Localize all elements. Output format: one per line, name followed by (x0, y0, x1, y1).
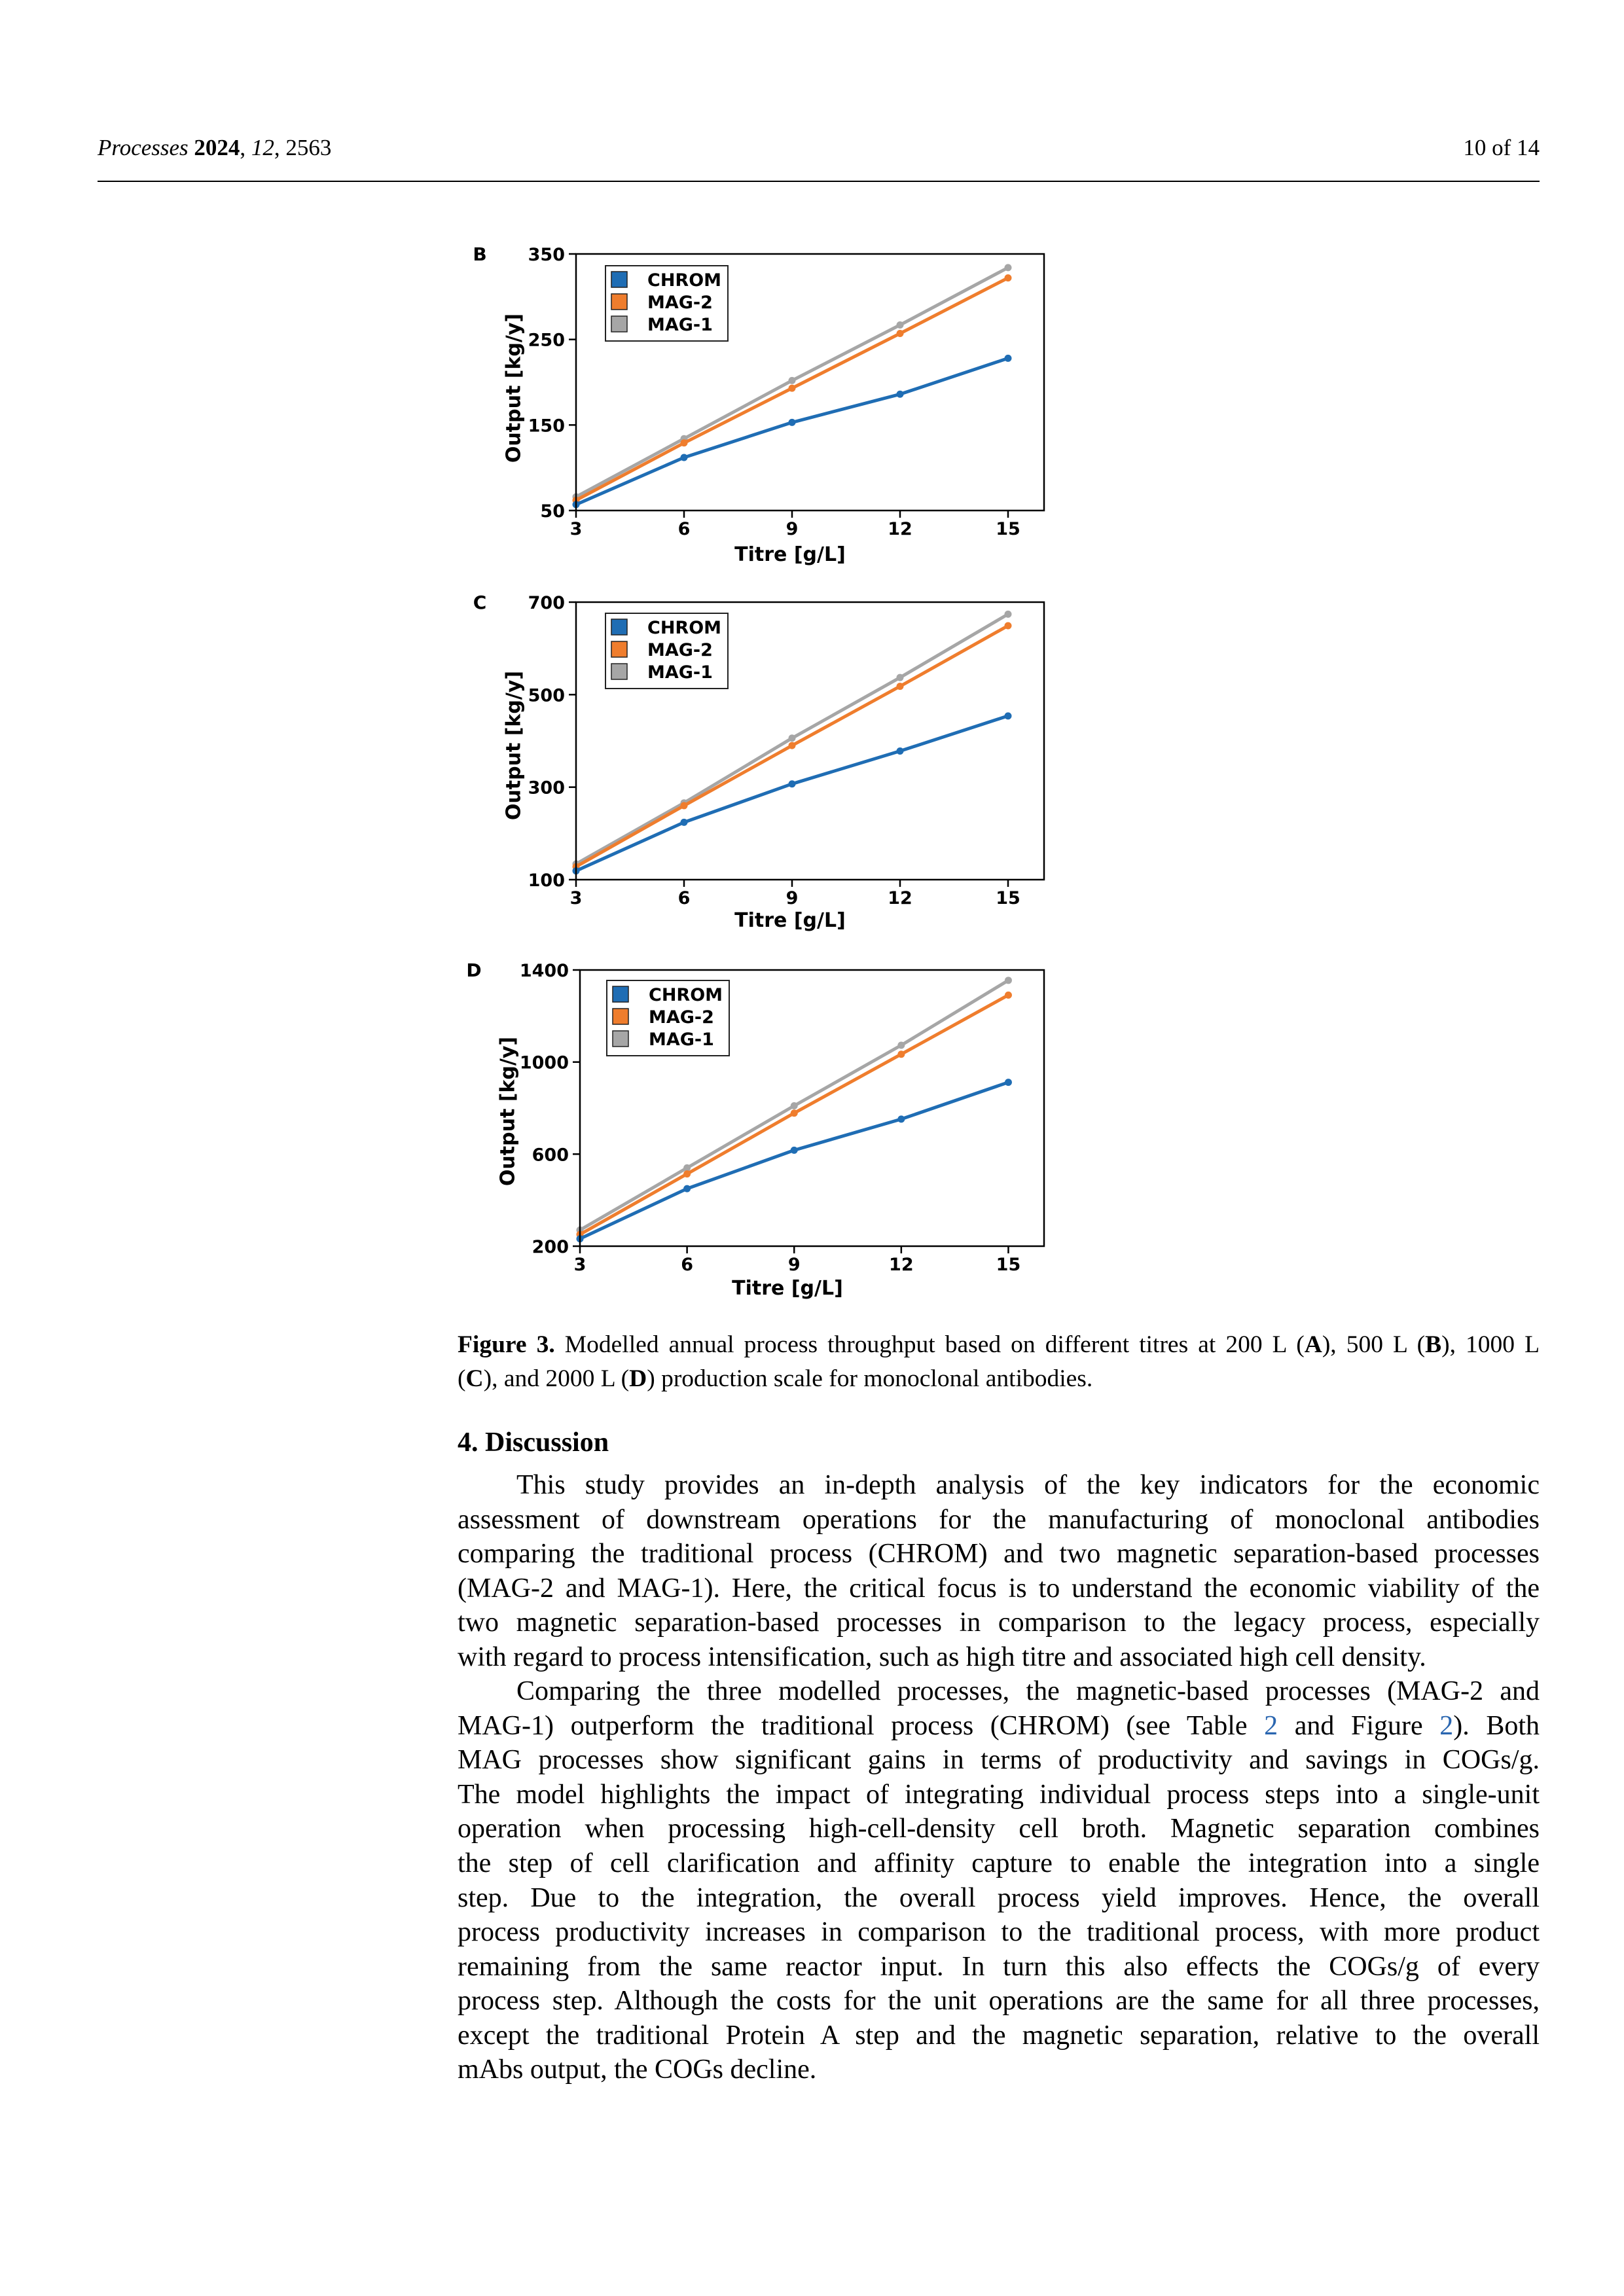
text-span: ). Both (1453, 1710, 1540, 1741)
chart-c-legend (605, 613, 728, 689)
caption-line (458, 1362, 1540, 1396)
chart-b-series-mag-1-point (1005, 264, 1012, 271)
chart-b-x-axis-title: Titre [g/L] (734, 543, 846, 566)
caption-text: ( (458, 1365, 466, 1392)
chart-b-series-mag-2-point (1005, 274, 1012, 281)
chart-d-series-mag-2-point (791, 1109, 798, 1117)
chart-d-ytick-label: 600 (532, 1145, 569, 1166)
chart-c-series-mag-2-point (789, 742, 796, 749)
paragraph-2-line: The model highlights the impact of integrating individual process steps into a single-unit (458, 1779, 1540, 1810)
text-span: and Figure (1278, 1710, 1440, 1741)
paragraph-1-line: (MAG-2 and MAG-1). Here, the critical focus is to understand the economic viability of the (458, 1573, 1540, 1604)
chart-b-xtick-label: 15 (996, 519, 1020, 539)
chart-c-xtick-label: 6 (677, 888, 691, 908)
chart-b-ytick-label: 50 (540, 501, 565, 522)
figure-label: Figure 3. (458, 1331, 555, 1358)
chart-b-series-chrom-point (681, 454, 688, 461)
chart-b-series-mag-2-point (897, 330, 904, 337)
section-heading: 4. Discussion (458, 1427, 609, 1458)
chart-c-xtick-label: 12 (888, 888, 912, 908)
chart-d-xtick-label: 3 (573, 1255, 586, 1275)
chart-d-series-mag-1-point (791, 1102, 798, 1109)
chart-panel-b (445, 229, 1074, 583)
running-head (98, 131, 1540, 165)
chart-b-legend (605, 266, 728, 341)
chart-b-xtick-label: 12 (888, 519, 912, 539)
chart-d-series-mag-2-point (683, 1170, 691, 1177)
chart-b-series-mag-2-point (681, 439, 688, 446)
chart-c-series-mag-1-point (789, 734, 796, 742)
chart-d-series-mag-1-point (897, 1041, 905, 1049)
journal-name: Processes (98, 135, 189, 160)
chart-b-legend-swatch (611, 294, 627, 310)
chart-c-ytick-label: 100 (528, 870, 565, 891)
chart-panel-d (445, 946, 1074, 1312)
chart-c-legend-swatch (611, 664, 627, 679)
chart-d-y-axis-title: Output [kg/y] (496, 1036, 520, 1187)
chart-d-series-chrom-point (897, 1115, 905, 1122)
paragraph-2-line: process step. Although the costs for the unit operations are the same for all three processes, (458, 1986, 1540, 2017)
chart-b-xtick-label: 3 (569, 519, 583, 539)
chart-b-legend-label: CHROM (647, 270, 722, 291)
citation-separator: , (274, 135, 280, 160)
text-span: MAG-1) outperform the traditional process (CHROM) (see Table (458, 1710, 1265, 1741)
panel-label-b: B (473, 243, 487, 265)
chart-c-legend-label: MAG-1 (647, 662, 713, 683)
chart-c-y-axis-title: Output [kg/y] (502, 670, 526, 821)
caption-text: ), 500 L ( (1322, 1331, 1426, 1358)
chart-c-legend-label: MAG-2 (647, 640, 713, 660)
chart-d-ytick-label: 200 (532, 1237, 569, 1257)
caption-text: ) production scale for monoclonal antibodies. (647, 1365, 1093, 1392)
chart-c-x-axis-title: Titre [g/L] (734, 909, 846, 932)
publication-year: 2024 (194, 135, 240, 160)
chart-d-series-chrom-point (1005, 1079, 1012, 1086)
page-number: 10 of 14 (1463, 135, 1540, 160)
chart-b-legend-swatch (611, 272, 627, 287)
paragraph-2-line: operation when processing high-cell-density cell broth. Magnetic separation combines (458, 1814, 1540, 1844)
chart-b-series-mag-1-point (897, 321, 904, 329)
paragraph-1-line: This study provides an in-depth analysis of the key indicators for the economic (516, 1470, 1540, 1500)
paragraph-2-line: mAbs output, the COGs decline. (458, 2054, 817, 2085)
journal-citation (98, 131, 331, 165)
chart-d-series-chrom-point (791, 1147, 798, 1154)
chart-d-xtick-label: 15 (996, 1255, 1021, 1275)
caption-line (458, 1328, 1540, 1362)
discussion-body (458, 1468, 1540, 2087)
paragraph-2-line: process productivity increases in comparison to the traditional process, with more product (458, 1917, 1540, 1948)
chart-d-x-axis-title: Titre [g/L] (732, 1277, 843, 1300)
table-2-reference-link[interactable]: 2 (1264, 1710, 1278, 1741)
panel-ref: A (1304, 1331, 1322, 1358)
figure-caption (458, 1328, 1540, 1396)
chart-d-xtick-label: 9 (787, 1255, 801, 1275)
chart-c-xtick-label: 3 (569, 888, 583, 908)
chart-c-series-mag-2-point (681, 802, 688, 809)
chart-d-legend-swatch (613, 986, 628, 1002)
chart-c-xtick-label: 9 (785, 888, 799, 908)
chart-b-series-mag-1-point (789, 377, 796, 384)
volume-number: 12 (251, 135, 274, 160)
paragraph-2-line (458, 1709, 1540, 1744)
header-rule (98, 181, 1540, 182)
paragraph-1-line: two magnetic separation-based processes in comparison to the legacy process, especially (458, 1607, 1540, 1638)
chart-d-legend-swatch (613, 1031, 628, 1047)
chart-b-legend-label: MAG-2 (647, 293, 713, 313)
chart-c-series-chrom-point (1005, 712, 1012, 719)
chart-b-ytick-label: 350 (528, 245, 565, 265)
chart-d-legend-label: MAG-2 (649, 1007, 714, 1028)
chart-c-ytick-label: 300 (528, 778, 565, 798)
chart-b-legend-swatch (611, 316, 627, 332)
chart-c-ytick-label: 500 (528, 685, 565, 706)
caption-text: ), 1000 L (1441, 1331, 1540, 1358)
chart-d-legend-label: MAG-1 (649, 1030, 714, 1050)
citation-separator: , (240, 135, 246, 160)
chart-c-legend-swatch (611, 619, 627, 635)
chart-c-series-mag-2-point (1005, 622, 1012, 630)
panel-ref: C (465, 1365, 484, 1392)
chart-d-legend-swatch (613, 1009, 628, 1024)
paragraph-1-line: with regard to process intensification, such as high titre and associated high cell density. (458, 1641, 1426, 1672)
chart-c-legend-swatch (611, 641, 627, 657)
chart-b-xtick-label: 6 (677, 519, 691, 539)
paragraph-2-line: Comparing the three modelled processes, the magnetic-based processes (MAG-2 and (516, 1676, 1540, 1707)
chart-d-legend (607, 980, 729, 1056)
chart-b-series-mag-2-point (789, 385, 796, 392)
chart-b-legend-label: MAG-1 (647, 315, 713, 335)
caption-text: Modelled annual process throughput based on different titres at 200 L ( (554, 1331, 1305, 1358)
chart-c-series-mag-1-point (1005, 611, 1012, 618)
chart-c-series-chrom-point (681, 819, 688, 826)
chart-d-ytick-label: 1000 (519, 1052, 569, 1073)
chart-c-legend-label: CHROM (647, 618, 722, 638)
chart-d-series-chrom-point (683, 1185, 691, 1193)
paragraph-1-line: comparing the traditional process (CHROM) and two magnetic separation-based processes (458, 1539, 1540, 1570)
chart-c-series-mag-2-point (897, 683, 904, 690)
chart-panel-c (445, 583, 1074, 939)
chart-d-series-mag-2-point (1005, 992, 1012, 999)
chart-b-series-chrom-point (1005, 355, 1012, 362)
paragraph-2-line: the step of cell clarification and affinity capture to enable the integration into a single (458, 1848, 1540, 1879)
chart-b-xtick-label: 9 (785, 519, 799, 539)
chart-c-ytick-label: 700 (528, 593, 565, 613)
chart-b-ytick-label: 150 (528, 416, 565, 437)
paragraph-1-line: assessment of downstream operations for the manufacturing of monoclonal antibodies (458, 1504, 1540, 1535)
chart-b-series-chrom-point (897, 391, 904, 398)
panel-ref: B (1425, 1331, 1442, 1358)
paragraph-2-line: MAG processes show significant gains in terms of productivity and savings in COGs/g. (458, 1745, 1540, 1776)
chart-d-legend-label: CHROM (649, 985, 723, 1005)
chart-b-ytick-label: 250 (528, 330, 565, 351)
panel-label-c: C (473, 592, 487, 613)
paragraph-2-line: step. Due to the integration, the overall process yield improves. Hence, the overall (458, 1882, 1540, 1913)
chart-d-xtick-label: 6 (681, 1255, 694, 1275)
chart-d-series-mag-2-point (897, 1050, 905, 1058)
article-number: 2563 (285, 135, 332, 160)
panel-label-d: D (466, 960, 482, 981)
chart-d-series-mag-1-point (1005, 977, 1012, 984)
figure-2-reference-link[interactable]: 2 (1439, 1710, 1454, 1741)
panel-ref: D (629, 1365, 647, 1392)
chart-c-series-chrom-point (897, 747, 904, 755)
chart-c-series-mag-1-point (897, 674, 904, 681)
chart-b-y-axis-title: Output [kg/y] (502, 313, 526, 463)
paragraph-2-line: except the traditional Protein A step and the magnetic separation, relative to the overall (458, 2020, 1540, 2051)
chart-d-xtick-label: 12 (889, 1255, 914, 1275)
paragraph-2-line: remaining from the same reactor input. In turn this also effects the COGs/g of every (458, 1951, 1540, 1982)
chart-b-series-chrom-point (789, 419, 796, 426)
caption-text: ), and 2000 L ( (483, 1365, 630, 1392)
chart-c-series-chrom-point (789, 780, 796, 787)
chart-c-xtick-label: 15 (996, 888, 1020, 908)
chart-d-ytick-label: 1400 (519, 961, 569, 981)
